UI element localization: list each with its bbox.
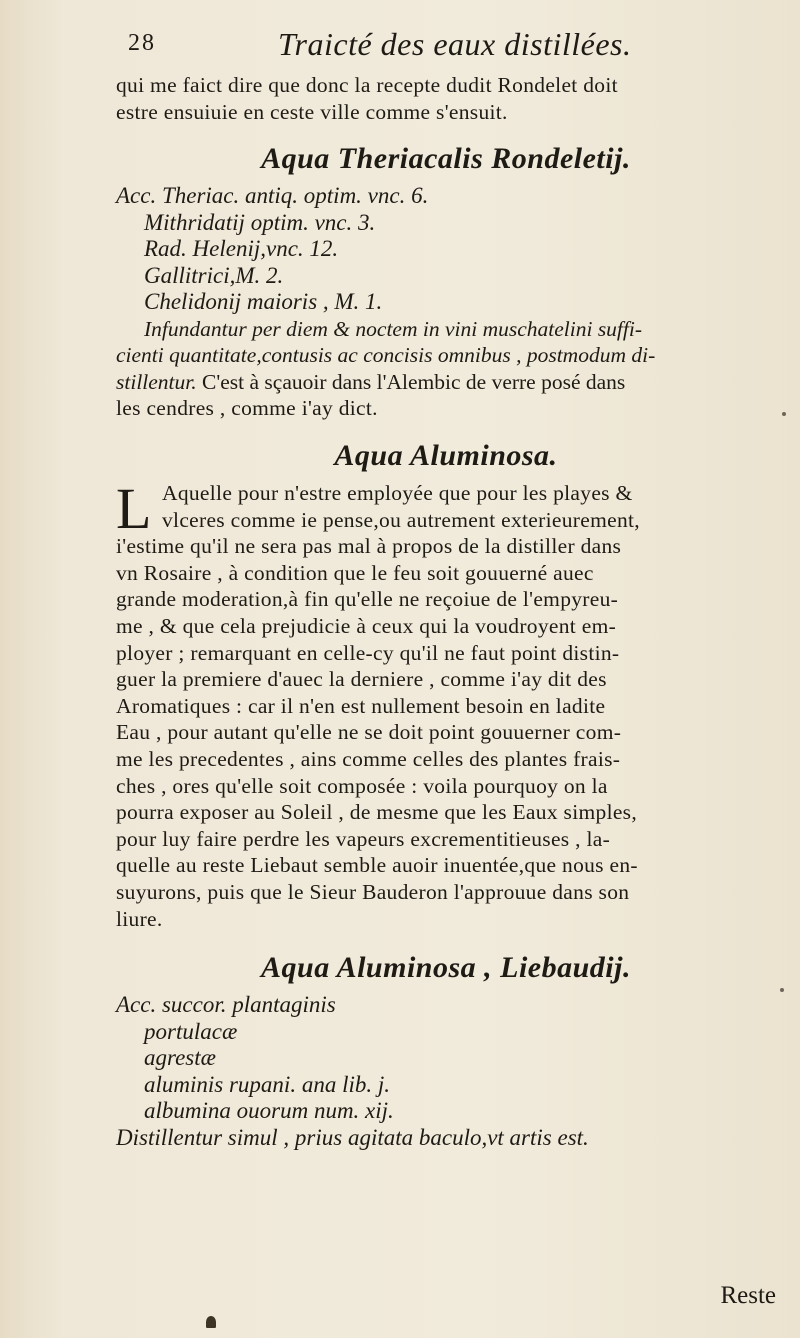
printer-ornament-icon [206, 1316, 216, 1328]
page-body [116, 72, 776, 1151]
text-line: Eau , pour autant qu'elle ne se doit point gouuerner com- [116, 720, 622, 745]
text-line: les cendres , comme i'ay dict. [116, 396, 378, 421]
page-number: 28 [128, 30, 156, 56]
margin-speck [780, 988, 784, 992]
text-line: i'estime qu'il ne sera pas mal à propos de la distiller dans [116, 534, 622, 559]
latin-line: cienti quantitate,contusis ac concisis omnibus , postmodum di- [116, 343, 656, 368]
text-line: qui me faict dire que donc la recepte dudit Rondelet doit [116, 73, 618, 97]
section-title: Aqua Aluminosa. [334, 439, 558, 473]
text-line: vn Rosaire , à condition que le feu soit gouuerné auec [116, 560, 594, 585]
recipe-line: agrestæ [144, 1045, 216, 1071]
paragraph [116, 476, 776, 542]
text-line: pourra exposer au Soleil , de mesme que les Eaux simples, [116, 800, 638, 825]
drop-cap: L [116, 476, 152, 542]
text-line: me , & que cela prejudicie à ceux qui la voudroyent em- [116, 614, 617, 639]
recipe-line: Mithridatij optim. vnc. 3. [144, 209, 376, 235]
latin-fragment: stillentur. [116, 369, 197, 394]
text-line: liure. [116, 906, 163, 931]
text-line: me les precedentes , ains comme celles des plantes frais- [116, 747, 621, 771]
text-line [116, 369, 776, 396]
text-line: Aromatiques : car il n'en est nullement besoin en ladite [116, 693, 606, 718]
recipe-line: albumina ouorum num. xij. [144, 1098, 394, 1124]
running-title: Traicté des eaux distillées. [278, 26, 632, 62]
text-line: ployer ; remarquant en celle-cy qu'il ne faut point distin- [116, 640, 620, 665]
text-line: grande moderation,à fin qu'elle ne reçoiue de l'empyreu- [116, 587, 619, 612]
recipe-line: Gallitrici,M. 2. [144, 262, 284, 288]
margin-speck [782, 412, 786, 416]
recipe-line: Acc. succor. plantaginis [116, 992, 336, 1018]
recipe-line: Rad. Helenij,vnc. 12. [144, 236, 339, 262]
section-title: Aqua Aluminosa , Liebaudij. [261, 951, 631, 985]
page-header [128, 22, 768, 62]
text-line: Aquelle pour n'estre employée que pour les playes & [162, 481, 633, 506]
text-line: quelle au reste Liebaut semble auoir inuentée,que nous en- [116, 853, 638, 878]
recipe-line: Acc. Theriac. antiq. optim. vnc. 6. [116, 183, 429, 209]
recipe-line: Distillentur simul , prius agitata baculo,vt artis est. [116, 1124, 589, 1150]
section-title: Aqua Theriacalis Rondeletij. [261, 142, 631, 176]
text-line: estre ensuiuie en ceste ville comme s'ensuit. [116, 99, 508, 124]
latin-line: Infundantur per diem & noctem in vini muschatelini suffi- [144, 316, 643, 341]
text-line: suyurons, puis que le Sieur Bauderon l'approuue dans son [116, 879, 630, 904]
catchword: Reste [720, 1282, 776, 1309]
text-line: ches , ores qu'elle soit composée : voila pourquoy on la [116, 773, 608, 798]
text-line: guer la premiere d'auec la derniere , comme i'ay dit des [116, 667, 607, 692]
recipe-line: Chelidonij maioris , M. 1. [144, 289, 383, 315]
french-fragment: C'est à sçauoir dans l'Alembic de verre posé dans [196, 369, 626, 394]
recipe-line: aluminis rupani. ana lib. j. [144, 1071, 390, 1097]
text-line: vlceres comme ie pense,ou autrement exterieurement, [162, 507, 640, 532]
text-line: pour luy faire perdre les vapeurs excrementitieuses , la- [116, 826, 611, 851]
recipe-line: portulacæ [144, 1018, 238, 1044]
